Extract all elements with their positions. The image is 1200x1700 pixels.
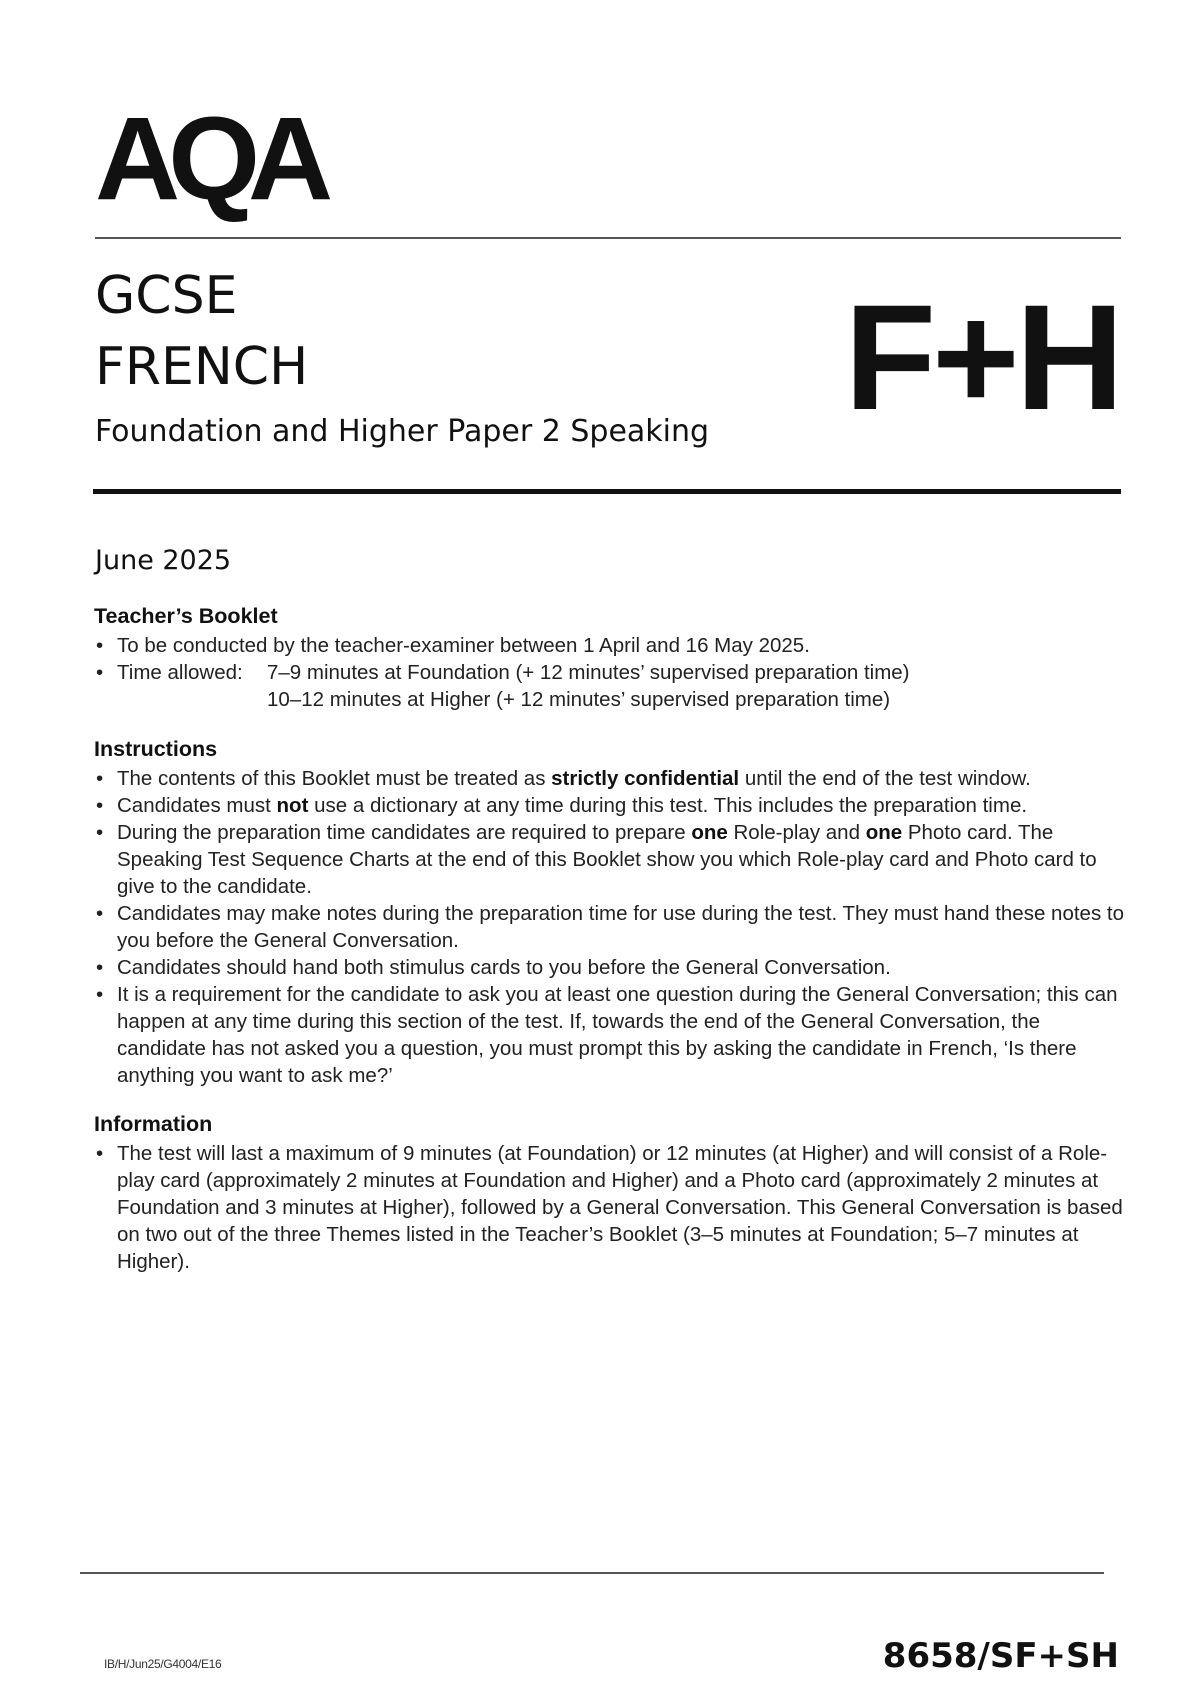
list-item: • Candidates may make notes during the preparation time for use during the test. They must hand these notes to you before the General Conversation. — [94, 900, 1124, 954]
emphasis-text: not — [276, 794, 309, 817]
list-item: • The test will last a maximum of 9 minutes (at Foundation) or 12 minutes (at Higher) and will consist of a Role-play card (approximately 2 minutes at Foundation and Higher) and a Photo card (approximately 2 minutes at Foundation and 3 minutes at Higher), followed by a General Conversation. This General Conversation is based on two out of the three Themes listed in the Teacher’s Booklet (3–5 minutes at Foundation; 5–7 minutes at Higher). — [94, 1140, 1124, 1275]
exam-date: June 2025 — [95, 545, 232, 576]
information-section — [94, 1111, 1124, 1275]
list-item: • It is a requirement for the candidate to ask you at least one question during the General Conversation; this can happen at any time during this section of the test. If, towards the end of the General Conversation, the candidate has not asked you a question, you must prompt this by asking the candidate in French, ‘Is there anything you want to ask me?’ — [94, 981, 1124, 1089]
footer-divider — [80, 1572, 1104, 1574]
instructions-section — [94, 736, 1124, 1089]
list-item: • The contents of this Booklet must be treated as strictly confidential until the end of the test window. — [94, 765, 1124, 792]
emphasis-text: one — [691, 821, 728, 844]
teachers-booklet-list — [94, 632, 1124, 713]
instructions-heading: Instructions — [94, 737, 218, 761]
time-higher: 10–12 minutes at Higher (+ 12 minutes’ supervised preparation time) — [267, 688, 891, 711]
emphasis-text: strictly confidential — [551, 767, 740, 790]
tier-label: F+H — [844, 273, 1120, 441]
subject-title: FRENCH — [95, 337, 309, 397]
time-foundation: 7–9 minutes at Foundation (+ 12 minutes’ supervised preparation time) — [267, 661, 910, 684]
top-divider — [95, 237, 1121, 239]
emphasis-text: one — [865, 821, 903, 844]
list-item: • To be conducted by the teacher-examiner between 1 April and 16 May 2025. — [94, 632, 1124, 659]
qualification-title: GCSE — [95, 266, 238, 326]
header-divider — [93, 489, 1121, 494]
teachers-booklet-section — [94, 603, 1124, 713]
paper-code: 8658/SF+SH — [882, 1636, 1119, 1676]
time-allowed-row — [117, 659, 1124, 713]
cover-content — [94, 603, 1124, 1297]
instructions-list — [94, 765, 1124, 1089]
list-item — [94, 659, 1124, 713]
time-allowed-label: • Time allowed: — [117, 661, 243, 684]
list-item: • Candidates must not use a dictionary at any time during this test. This includes the preparation time. — [94, 792, 1124, 819]
list-item: • Candidates should hand both stimulus cards to you before the General Conversation. — [94, 954, 1124, 981]
information-heading: Information — [94, 1112, 213, 1136]
list-item: • During the preparation time candidates are required to prepare one Role-play and one Photo card. The Speaking Test Sequence Charts at the end of this Booklet show you which Role-play card and Photo card to give to the candidate. — [94, 819, 1124, 900]
aqa-logo: AQA — [95, 93, 322, 225]
paper-level-title: Foundation and Higher Paper 2 Speaking — [95, 414, 710, 449]
teachers-booklet-heading: Teacher’s Booklet — [94, 604, 278, 628]
information-list — [94, 1140, 1124, 1275]
footer-reference: IB/H/Jun25/G4004/E16 — [104, 1657, 222, 1671]
time-allowed-values — [267, 659, 1124, 713]
